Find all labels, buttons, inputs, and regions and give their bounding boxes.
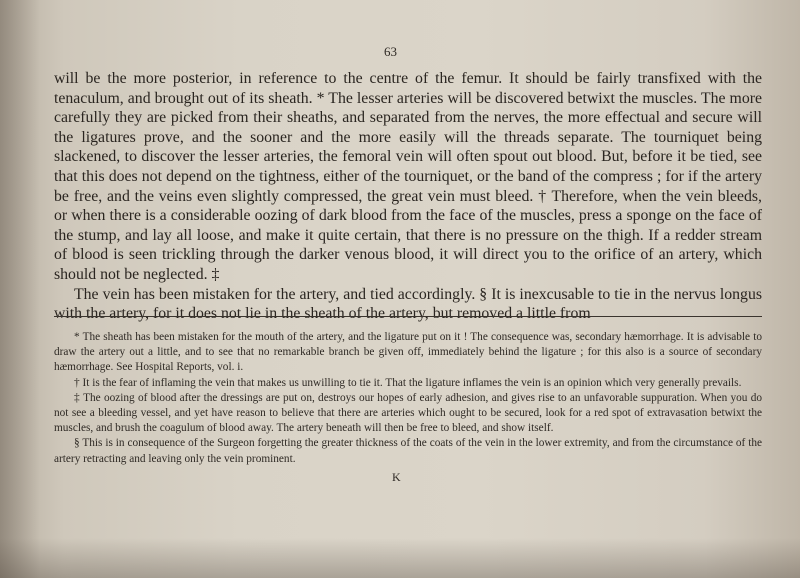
footnote-double-dagger: ‡ The oozing of blood after the dressings are put on, destroys our hopes of early adhesion, and gives rise to an unfavorable suppuration. When you do not see a bleeding vessel, and yet have reason to believe that there are arteries which ought to be secured, look for a red spot of extravasation betwixt the muscles, and brush the coagulum of blood away. The artery beneath will then be free to bleed, and show itself.	[54, 391, 762, 435]
footnote-dagger: † It is the fear of inflaming the vein that makes us unwilling to tie it. That the ligature inflames the vein is an opinion which very generally prevails.	[74, 376, 742, 389]
page-number: 63	[384, 44, 397, 59]
footnote-section: § This is in consequence of the Surgeon forgetting the greater thickness of the coats of the vein in the lower extremity, and from the circumstance of the artery retracting and leaving only the vein prominent.	[54, 437, 762, 465]
footnotes	[54, 330, 762, 467]
page-shadow-bottom	[0, 538, 800, 578]
paragraph-1: will be the more posterior, in reference to the centre of the femur. It should be fairly transfixed with the tenaculum, and brought out of its sheath. * The lesser arteries will be discovered betwixt the muscles. The more carefully they are picked from their sheaths, and separated from the nerves, the more effectual and secure will the ligatures prove, and the sooner and the more easily will the threads separate. The tourniquet being slackened, to discover the lesser arteries, the femoral vein will often spout out blood. But, before it be tied, see that this does not depend on the tightness, either of the tourniquet, or the band of the compress ; for if the artery be free, and the veins even slightly compressed, the great vein must bleed. † Therefore, when the vein bleeds, or when there is a considerable oozing of dark blood from the face of the muscles, press a sponge on the face of the stump, and lay all loose, and make it quite certain, that there is no pressure on the thigh. If a redder stream of blood is seen trickling through the darker venous blood, it will direct you to the orifice of an artery, which should not be neglected. ‡	[54, 70, 762, 283]
paragraph-2: The vein has been mistaken for the artery, and tied accordingly. § It is inexcusable to tie in the nervus longus with the artery, for it does not lie in the sheath of the artery, but removed a little from	[54, 285, 762, 323]
footnote-asterisk: * The sheath has been mistaken for the mouth of the artery, and the ligature put on it ! The consequence was, secondary hæmorrhage. It is advisable to draw the artery out a little, and to see that no remarkable branch be given off, immediately behind the ligature ; for this also is a source of secondary hæmorrhage. See Hospital Reports, vol. i.	[54, 331, 762, 374]
footnote-divider	[54, 316, 762, 317]
signature-mark: K	[392, 470, 401, 484]
main-text	[54, 69, 762, 324]
page-shadow-left	[0, 0, 40, 578]
